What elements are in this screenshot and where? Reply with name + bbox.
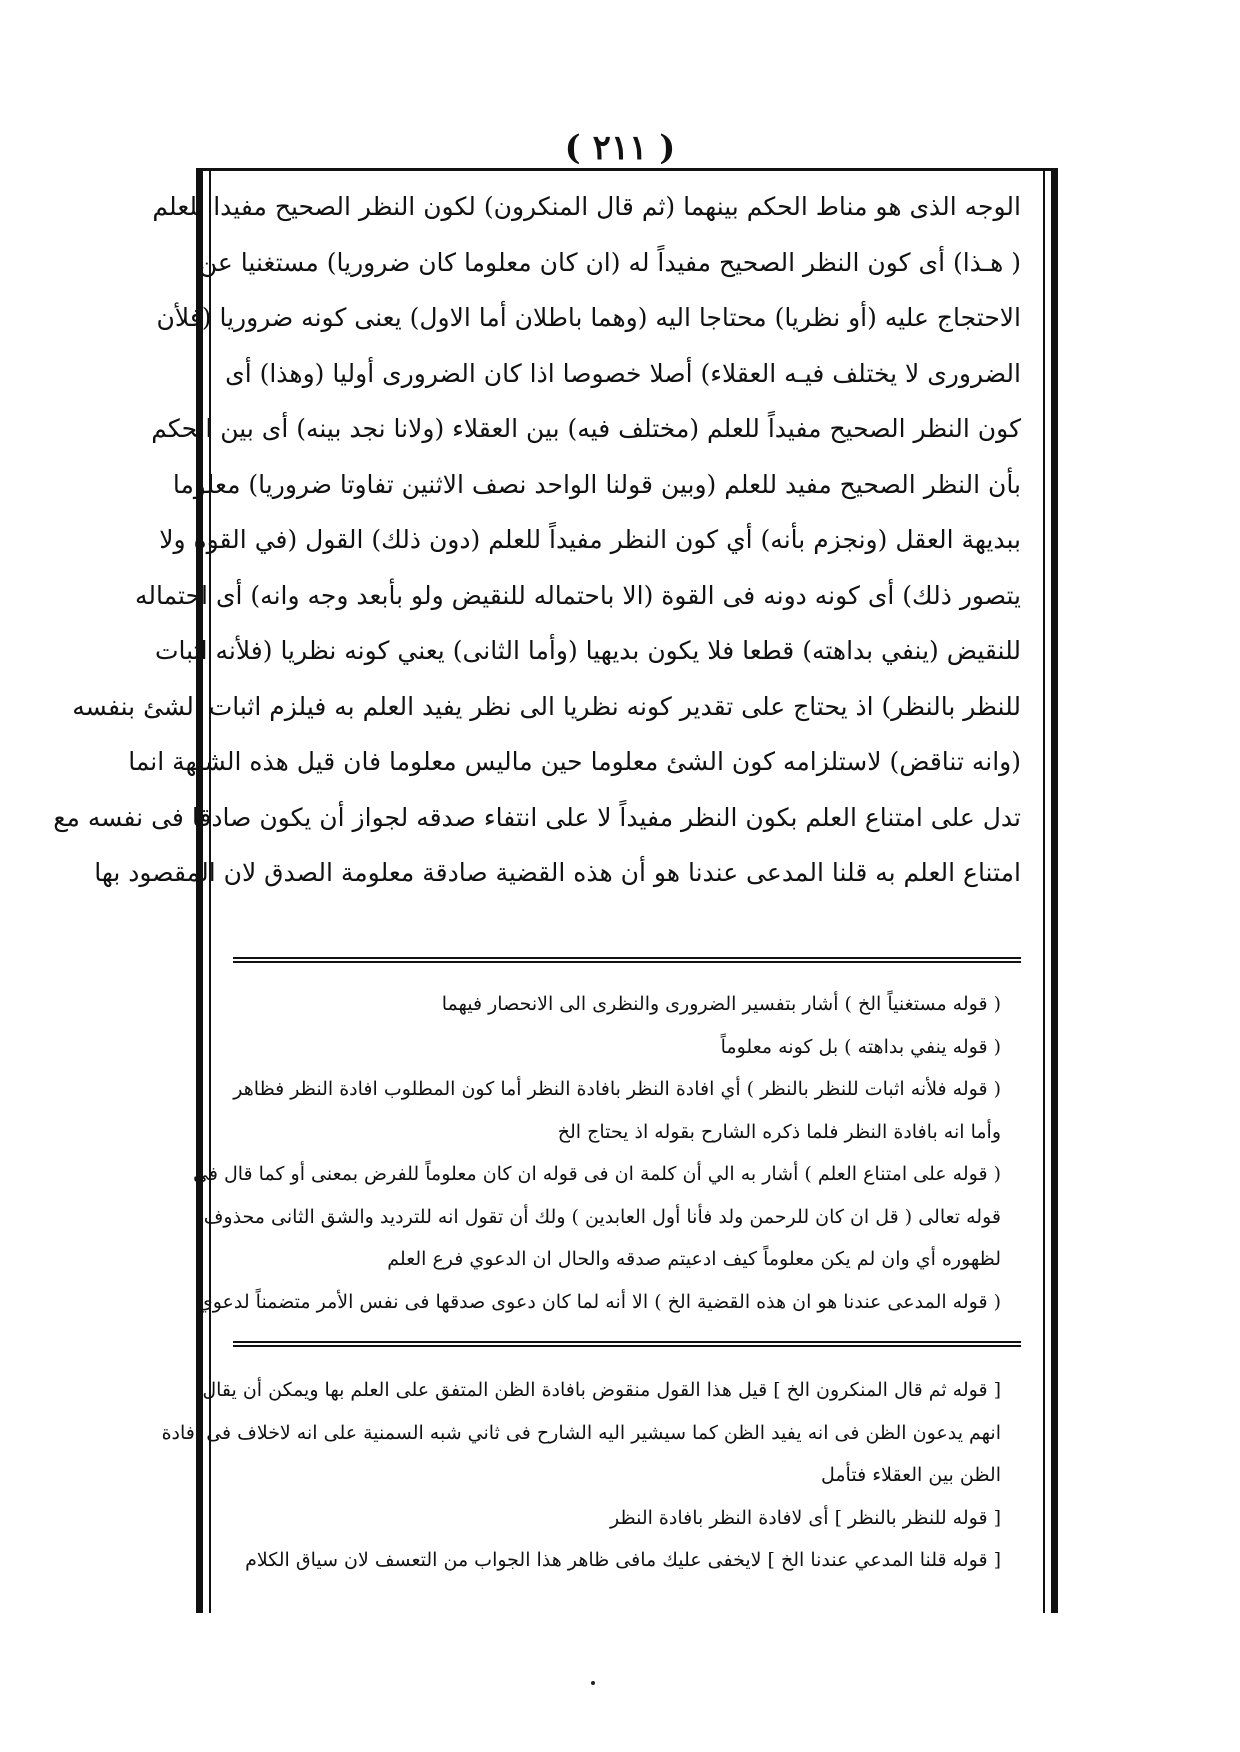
commentary-line: قوله تعالى ( قل ان كان للرحمن ولد فأنا أول العابدين ) ولك أن تقول انه للترديد والشق الثانى محذوف — [203, 1205, 1001, 1228]
main-text-line: للنظر بالنظر) اذ يحتاج على تقدير كونه نظريا الى نظر يفيد العلم به فيلزم اثبات الشئ بنفسه — [72, 691, 1021, 721]
commentary-line: ( قوله مستغنياً الخ ) أشار بتفسير الضرورى والنظرى الى الانحصار فيهما — [441, 993, 1001, 1015]
gloss-block — [161, 1369, 1001, 1582]
main-text-line: الوجه الذى هو مناط الحكم بينهما (ثم قال المنكرون) لكون النظر الصحيح مفيدا للعلم — [152, 192, 1021, 221]
main-text-line: ( هـذا) أى كون النظر الصحيح مفيداً له (ان كان معلوما كان ضروريا) مستغنيا عن — [198, 247, 1021, 277]
main-text-line: الضرورى لا يختلف فيـه العقلاء) أصلا خصوصا اذا كان الضرورى أوليا (وهذا) أى — [225, 358, 1021, 388]
section-divider — [233, 957, 1021, 963]
main-text-line: تدل على امتناع العلم بكون النظر مفيداً لا على انتفاء صدقه لجواز أن يكون صادقا فى نفسه مع — [53, 802, 1021, 832]
commentary-line: وأما انه بافادة النظر فلما ذكره الشارح بقوله اذ يحتاج الخ — [557, 1120, 1001, 1143]
main-text-line: يتصور ذلك) أى كونه دونه فى القوة (الا باحتماله للنقيض ولو بأبعد وجه وانه) أى احتماله — [134, 580, 1021, 610]
page-frame — [53, 168, 1058, 1613]
commentary-line: ( قوله المدعى عندنا هو ان هذه القضية الخ ) الا أنه لما كان دعوى صدقها فى نفس الأمر متضمناً لدعوي — [197, 1290, 1001, 1313]
main-text-line: ببديهة العقل (ونجزم بأنه) أي كون النظر مفيداً للعلم (دون ذلك) القول (في القوة ولا — [159, 525, 1021, 554]
gloss-line: [ قوله للنظر بالنظر ] أى لافادة النظر بافادة النظر — [610, 1506, 1001, 1529]
main-text-line: (وانه تناقض) لاستلزامه كون الشئ معلوما حين ماليس معلوما فان قيل هذه الشبهة انما — [128, 747, 1021, 776]
main-text-line: بأن النظر الصحيح مفيد للعلم (وبين قولنا الواحد نصف الاثنين تفاوتا ضروريا) معلوما — [172, 469, 1021, 499]
main-text-line: كون النظر الصحيح مفيداً للعلم (مختلف فيه) بين العقلاء (ولانا نجد بينه) أى بين الحكم — [151, 414, 1021, 443]
frame-inner-line-right — [1043, 171, 1045, 1613]
commentary-line: لظهوره أي وان لم يكن معلوماً كيف ادعيتم صدقه والحال ان الدعوي فرع العلم — [387, 1248, 1001, 1270]
section-divider — [233, 1341, 1021, 1347]
print-speck — [591, 1681, 595, 1685]
gloss-line: انهم يدعون الظن فى انه يفيد الظن كما سيشير اليه الشارح فى ثاني شبه السمنية على انه لاخلاف فى افادة — [161, 1421, 1001, 1444]
commentary-line: ( قوله فلأنه اثبات للنظر بالنظر ) أي افادة النظر بافادة النظر أما كون المطلوب افادة النظر فظاهر — [233, 1078, 1001, 1100]
commentary-line: ( قوله ينفي بداهته ) بل كونه معلوماً — [720, 1035, 1001, 1058]
gloss-line: [ قوله ثم قال المنكرون الخ ] قيل هذا القول منقوض بافادة الظن المتفق على العلم بها ويمكن أن يقال — [202, 1379, 1001, 1401]
gloss-line: [ قوله قلنا المدعي عندنا الخ ] لايخفى عليك مافى ظاهر هذا الجواب من التعسف لان سياق الكلام — [245, 1549, 1001, 1571]
commentary-block — [192, 983, 1001, 1323]
page-number: ( ٢١١ ) — [564, 128, 676, 168]
main-text-line: للنقيض (ينفي بداهته) قطعا فلا يكون بديهيا (وأما الثانى) يعني كونه نظريا (فلأنه اثبات — [154, 636, 1021, 665]
commentary-line: ( قوله على امتناع العلم ) أشار به الي أن كلمة ان فى قوله ان كان معلوماً للفرض بمعنى أو كما قال فى — [192, 1163, 1001, 1185]
main-text-line: الاحتجاج عليه (أو نظريا) محتاجا اليه (وهما باطلان أما الاول) يعنى كونه ضروريا (فلأن — [156, 303, 1021, 332]
main-text-block — [53, 179, 1021, 901]
main-text-line: امتناع العلم به قلنا المدعى عندنا هو أن هذه القضية صادقة معلومة الصدق لان المقصود بها — [94, 858, 1021, 887]
gloss-line: الظن بين العقلاء فتأمل — [820, 1464, 1001, 1486]
